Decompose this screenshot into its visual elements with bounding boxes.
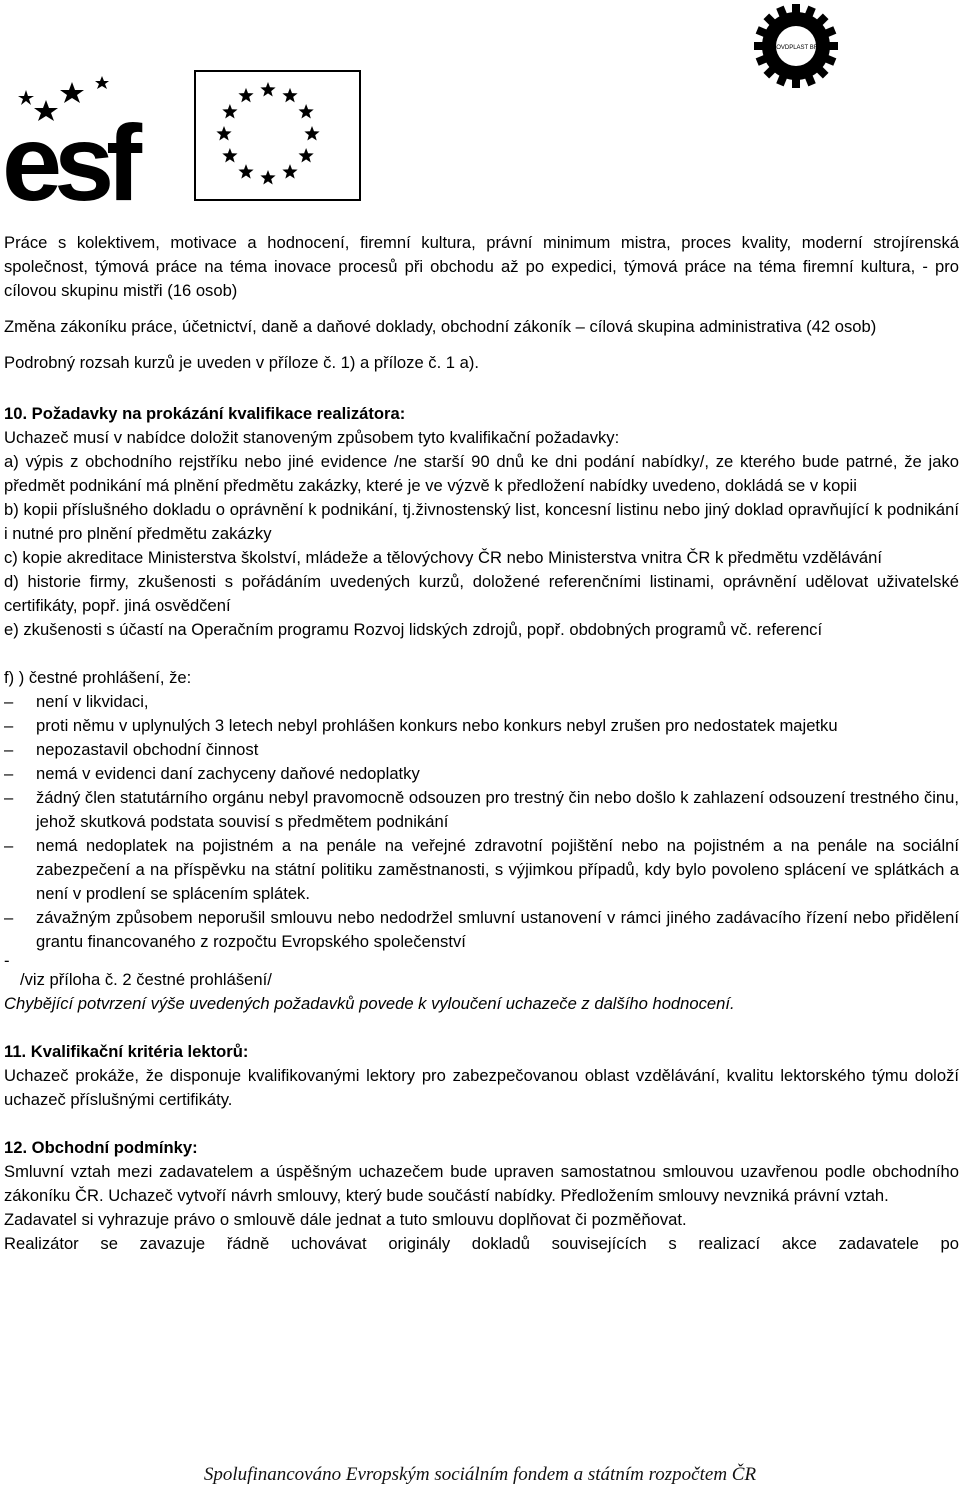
document-body [4, 231, 959, 1256]
list-dash-marker: – [4, 788, 14, 807]
esf-logo [2, 70, 162, 205]
section-12-paragraph-3: Realizátor se zavazuje řádně uchovávat originály dokladů souvisejících s realizací akce zadavatele po [4, 1234, 959, 1253]
requirement-a: a) výpis z obchodního rejstříku nebo jiné evidence /ne starší 90 dnů ke dni podání nabídky/, ze kterého bude patrné, že jako předmět podnikání má plnění předmětu zakázky, které je ve výzvě k předložení nabídky uvedeno, dokládá se v kopii [4, 452, 959, 495]
list-dash-marker: – [4, 716, 14, 735]
list-item [4, 738, 959, 762]
gear-logo [752, 2, 840, 90]
list-item-text: nepozastavil obchodní činnost [36, 740, 259, 759]
list-item [4, 786, 959, 834]
list-item-text: žádný člen statutárního orgánu nebyl pravomocně odsouzen pro trestný čin nebo došlo k zahlazení odsouzení trestného činu, jehož skutková podstata souvisí s předmětem podnikání [36, 788, 959, 831]
list-item-text: nemá nedoplatek na pojistném a na penále na veřejné zdravotní pojištění nebo na pojistném a na penále na sociální zabezpečení a na příspěvku na státní politiku zaměstnanosti, s výjimkou případů, kdy bylo povoleno splácení ve splátkách a není v prodlení se splácením splátek. [36, 836, 959, 903]
requirement-e: e) zkušenosti s účastí na Operačním programu Rozvoj lidských zdrojů, popř. obdobných programů vč. referencí [4, 620, 823, 639]
eu-flag-logo [194, 70, 362, 202]
list-dash-marker: – [4, 740, 14, 759]
declaration-list [4, 690, 959, 954]
list-item [4, 690, 959, 714]
intro-paragraph-1: Práce s kolektivem, motivace a hodnocení, firemní kultura, právní minimum mistra, proces kvality, moderní strojírenská společnost, týmová práce na téma inovace procesů při obchodu až po expedici, týmová práce na téma firemní kultura, - pro cílovou skupinu mistři (16 osob) [4, 233, 959, 300]
section-10-heading: 10. Požadavky na prokázání kvalifikace realizátora: [4, 404, 406, 423]
list-dash-marker: – [4, 692, 14, 711]
esf-wordmark: esf [2, 102, 135, 205]
intro-paragraph-3: Podrobný rozsah kurzů je uveden v příloze č. 1) a příloze č. 1 a). [4, 353, 480, 372]
esf-star-2 [60, 82, 84, 103]
attachment-reference [4, 951, 959, 992]
section-11-text: Uchazeč prokáže, že disponuje kvalifikovanými lektory pro zabezpečovanou oblast vzdělávání, kvalitu lektorského týmu doloží uchazeč příslušnými certifikáty. [4, 1066, 959, 1109]
list-dash-marker: – [4, 764, 14, 783]
list-item-text: není v likvidaci, [36, 692, 149, 711]
intro-paragraph-2: Změna zákoníku práce, účetnictví, daně a daňové doklady, obchodní zákoník – cílová skupina administrativa (42 osob) [4, 317, 877, 336]
list-item-text: proti němu v uplynulých 3 letech nebyl prohlášen konkurs nebo konkurs nebyl zrušen pro nedostatek majetku [36, 716, 838, 735]
requirement-b: b) kopii příslušného dokladu o oprávnění k podnikání, tj.živnostenský list, koncesní listinu nebo jiný doklad opravňující k podnikání i nutné pro plnění předmětu zakázky [4, 500, 959, 543]
section-11-heading: 11. Kvalifikační kritéria lektorů: [4, 1042, 249, 1061]
cofinancing-footer: Spolufinancováno Evropským sociálním fondem a státním rozpočtem ČR [203, 1464, 757, 1485]
section-12-heading: 12. Obchodní podmínky: [4, 1138, 198, 1157]
list-item [4, 762, 959, 786]
exclusion-warning: Chybějící potvrzení výše uvedených požadavků povede k vyloučení uchazeče z dalšího hodnocení. [4, 994, 735, 1013]
requirement-f-lead: f) ) čestné prohlášení, že: [4, 668, 192, 687]
gear-logo-text: KALOVDPLAST BRNO [764, 45, 828, 51]
list-item-text: závažným způsobem neporušil smlouvu nebo nedodržel smluvní ustanovení v rámci jiného zadávacího řízení nebo přidělení grantu financovaného z rozpočtu Evropského společenství [36, 908, 959, 951]
list-dash-marker: – [4, 836, 14, 855]
list-item [4, 906, 959, 954]
list-item-text: nemá v evidenci daní zachyceny daňové nedoplatky [36, 764, 420, 783]
tail-dash: - [4, 951, 10, 970]
list-item [4, 834, 959, 906]
section-12-paragraph-1: Smluvní vztah mezi zadavatelem a úspěšným uchazečem bude upraven samostatnou smlouvou uzavřenou podle obchodního zákoníku ČR. Uchazeč vytvoří návrh smlouvy, který bude součástí nabídky. Předložením smlouvy nevzniká právní vztah. [4, 1162, 959, 1205]
list-item [4, 714, 959, 738]
attachment-note: /viz příloha č. 2 čestné prohlášení/ [20, 970, 272, 989]
list-dash-marker: – [4, 908, 14, 927]
section-10-lead: Uchazeč musí v nabídce doložit stanoveným způsobem tyto kvalifikační požadavky: [4, 428, 620, 447]
esf-star-4 [95, 76, 109, 89]
section-12-paragraph-2: Zadavatel si vyhrazuje právo o smlouvě dále jednat a tuto smlouvu doplňovat či pozměňovat. [4, 1210, 687, 1229]
requirement-c: c) kopie akreditace Ministerstva školství, mládeže a tělovýchovy ČR nebo Ministerstva vnitra ČR k předmětu vzdělávání [4, 548, 882, 567]
requirement-d: d) historie firmy, zkušenosti s pořádáním uvedených kurzů, doložené referenčními listinami, oprávnění udělovat uživatelské certifikáty, popř. jiná osvědčení [4, 572, 959, 615]
